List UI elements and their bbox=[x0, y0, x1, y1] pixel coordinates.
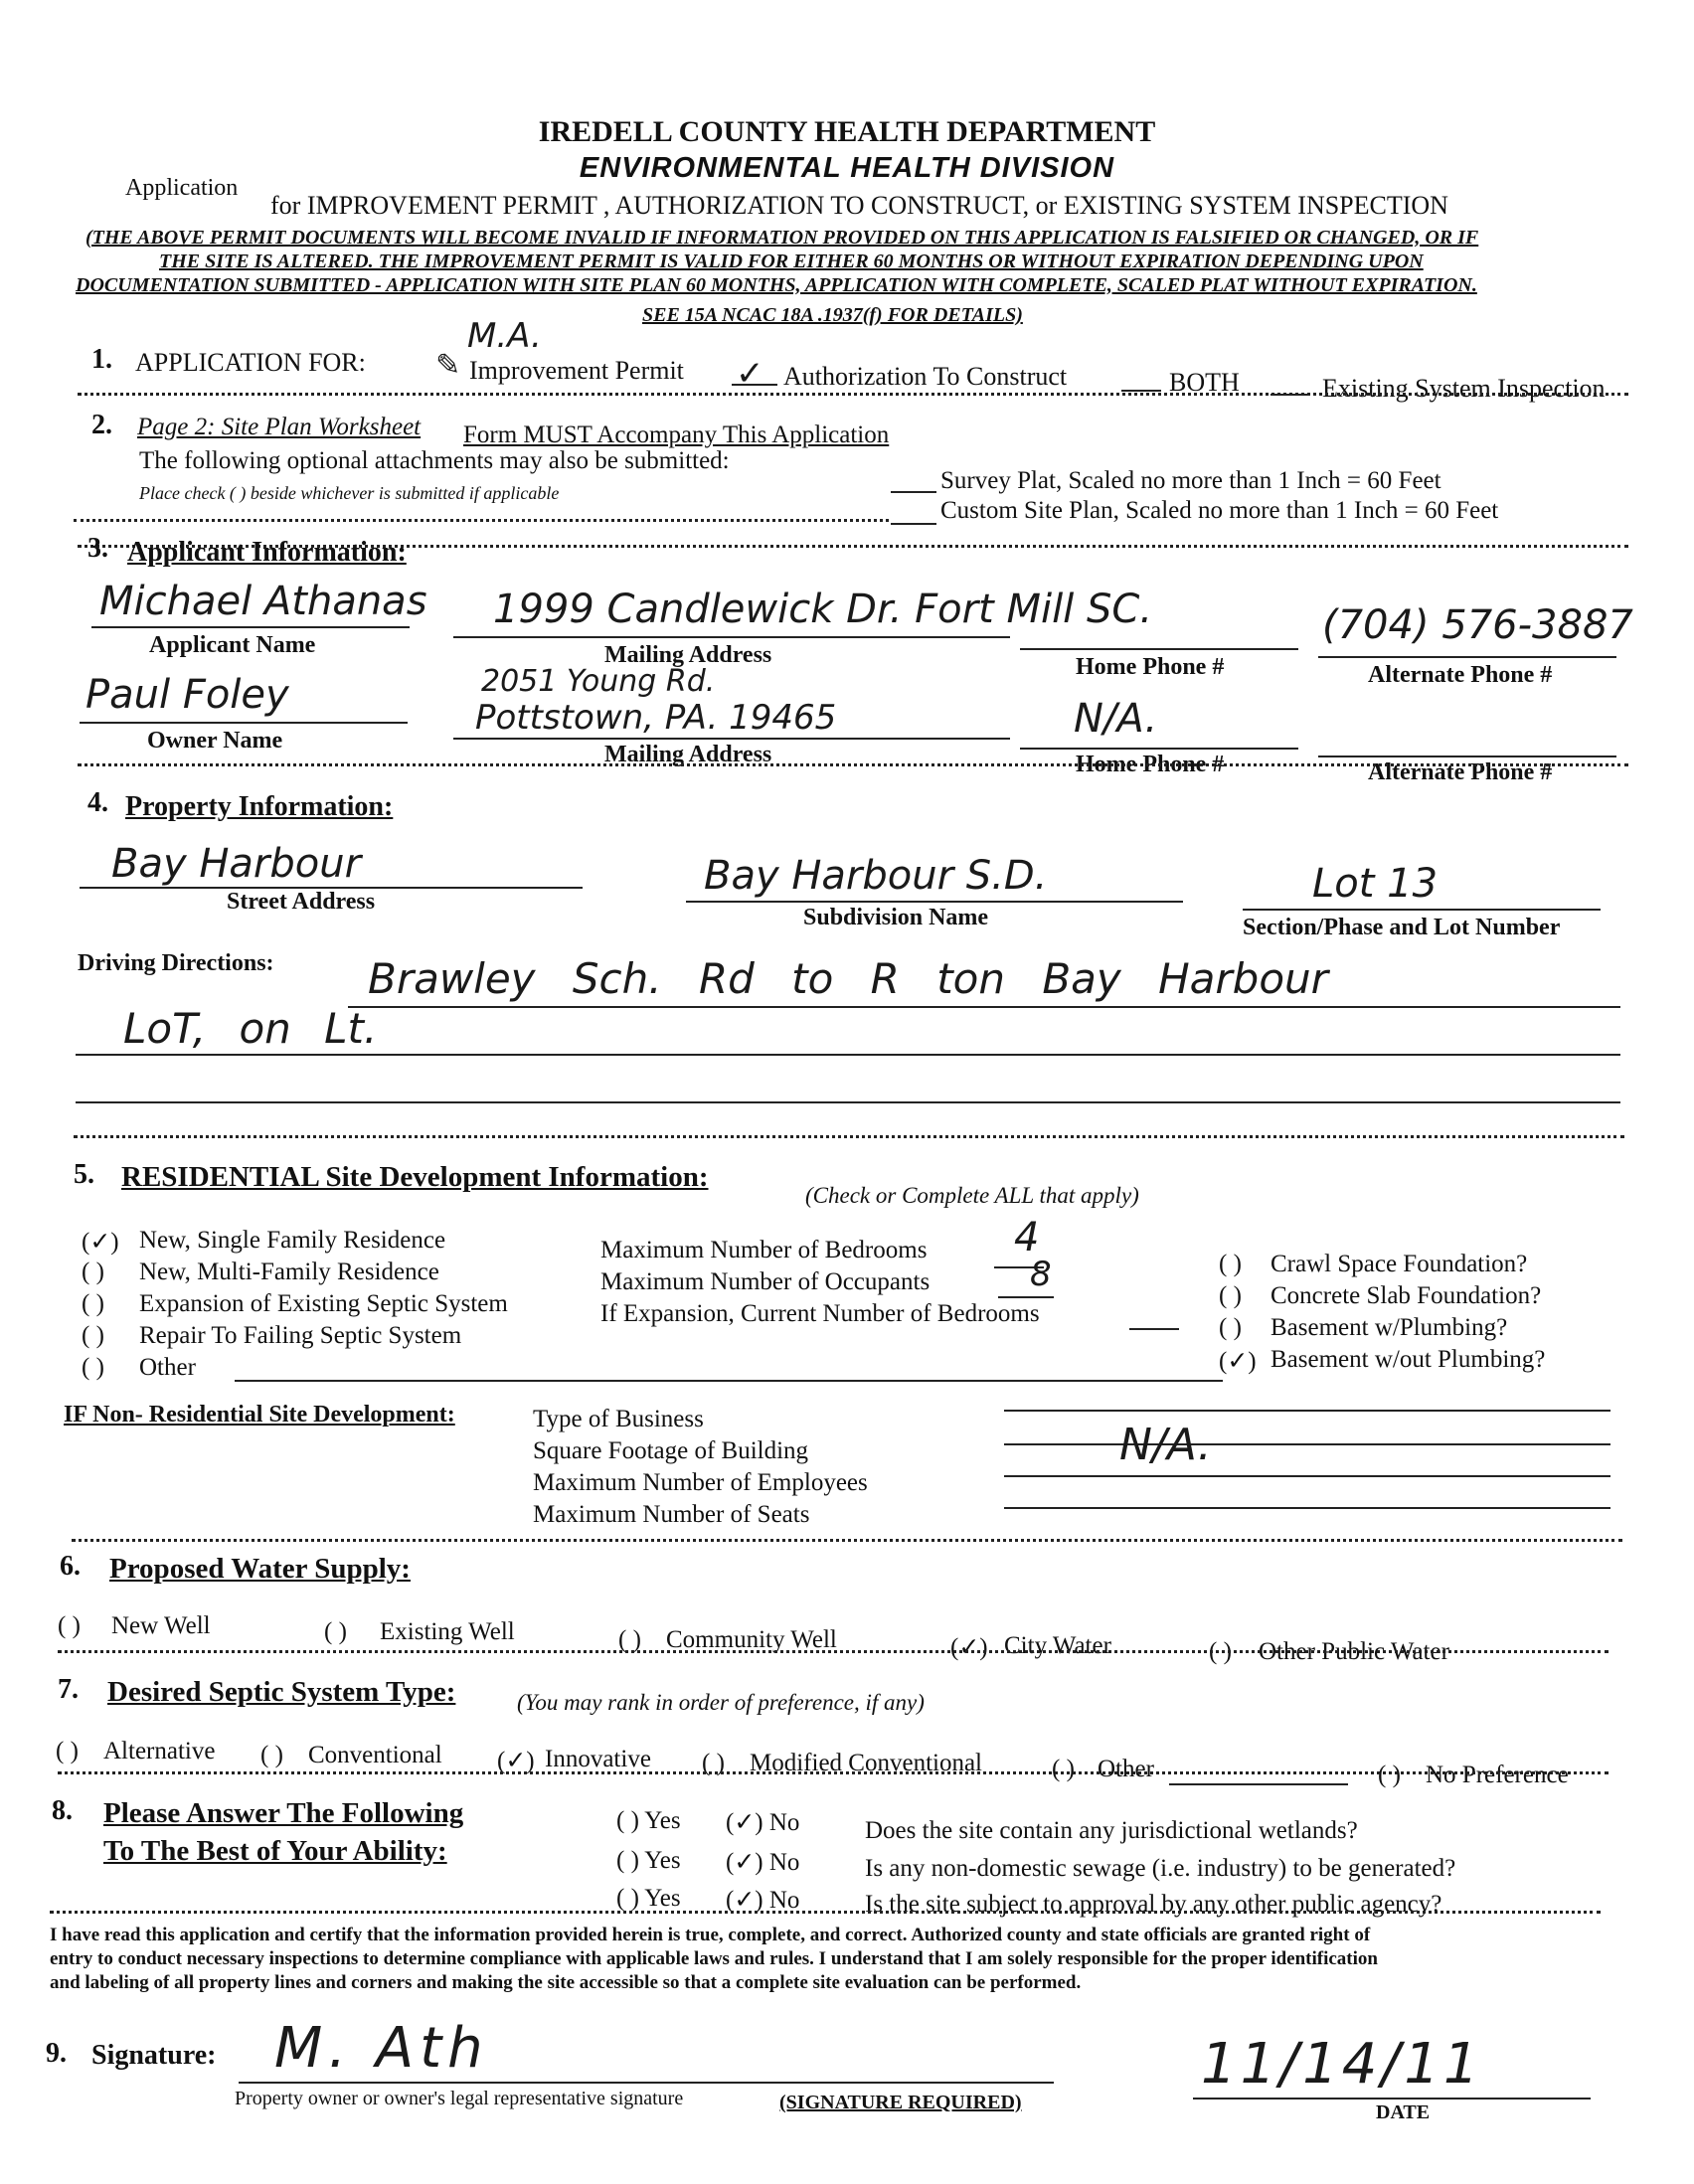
section-4-number: 4. bbox=[87, 787, 108, 818]
concrete-slab-label: Concrete Slab Foundation? bbox=[1270, 1282, 1542, 1309]
section-3-number: 3. bbox=[87, 533, 108, 564]
city-water-checkbox[interactable]: (✓) bbox=[950, 1634, 988, 1661]
no-preference-label: No Preference bbox=[1426, 1762, 1569, 1788]
division-title: ENVIRONMENTAL HEALTH DIVISION bbox=[579, 152, 1115, 184]
other-public-water-checkbox[interactable]: ( ) bbox=[1209, 1638, 1232, 1665]
street-address-label: Street Address bbox=[227, 889, 376, 915]
alternative-checkbox[interactable]: ( ) bbox=[56, 1738, 79, 1764]
other-septic-label: Other bbox=[1098, 1756, 1154, 1782]
community-well-checkbox[interactable]: ( ) bbox=[618, 1626, 641, 1653]
existing-well-label: Existing Well bbox=[380, 1618, 515, 1645]
square-footage-label: Square Footage of Building bbox=[533, 1437, 809, 1464]
other-type-checkbox[interactable]: ( ) bbox=[82, 1354, 104, 1381]
wetlands-yes[interactable]: ( ) Yes bbox=[616, 1807, 681, 1834]
max-employees-label: Maximum Number of Employees bbox=[533, 1469, 868, 1496]
section-5-number: 5. bbox=[74, 1159, 94, 1190]
max-bedrooms-value[interactable]: 4 bbox=[1014, 1215, 1040, 1260]
notice-line-3: DOCUMENTATION SUBMITTED - APPLICATION WITH SITE PLAN 60 MONTHS, APPLICATION WITH COMPLETE, SCALED PLAT WITHOUT EXPIRATION. bbox=[76, 274, 1477, 296]
notice-line-2: THE SITE IS ALTERED. THE IMPROVEMENT PERMIT IS VALID FOR EITHER 60 MONTHS OR WITHOUT EXPIRATION DEPENDING UPON bbox=[159, 251, 1424, 272]
other-agency-no[interactable]: (✓) No bbox=[726, 1887, 800, 1914]
place-check-note: Place check ( ) beside whichever is submitted if applicable bbox=[139, 483, 560, 503]
check-or-complete-note: (Check or Complete ALL that apply) bbox=[805, 1183, 1139, 1208]
signature-label: Signature: bbox=[91, 2040, 217, 2071]
crawl-space-checkbox[interactable]: ( ) bbox=[1219, 1251, 1242, 1277]
certification-line-1: I have read this application and certify that the information provided herein is true, complete, and correct. Authorized county and state officials are granted right of bbox=[50, 1925, 1371, 1945]
owner-address-line-1[interactable]: 2051 Young Rd. bbox=[481, 664, 716, 699]
expansion-existing-septic-checkbox[interactable]: ( ) bbox=[82, 1290, 104, 1317]
other-type-label: Other bbox=[139, 1354, 196, 1381]
basement-plumbing-checkbox[interactable]: ( ) bbox=[1219, 1314, 1242, 1341]
crawl-space-label: Crawl Space Foundation? bbox=[1270, 1251, 1528, 1277]
rank-preference-note: (You may rank in order of preference, if any) bbox=[517, 1690, 925, 1715]
application-type-line: for IMPROVEMENT PERMIT , AUTHORIZATION TO CONSTRUCT, or EXISTING SYSTEM INSPECTION bbox=[270, 191, 1448, 220]
modified-conventional-checkbox[interactable]: ( ) bbox=[702, 1750, 725, 1776]
owner-address-line-2[interactable]: Pottstown, PA. 19465 bbox=[475, 698, 837, 738]
notice-line-1: (THE ABOVE PERMIT DOCUMENTS WILL BECOME INVALID IF INFORMATION PROVIDED ON THIS APPLICATION IS FALSIFIED OR CHANGED, OR IF bbox=[85, 227, 1479, 249]
other-public-water-label: Other Public Water bbox=[1259, 1638, 1449, 1665]
wetlands-no[interactable]: (✓) No bbox=[726, 1809, 800, 1836]
option-authorization-to-construct[interactable]: Authorization To Construct bbox=[783, 362, 1068, 391]
owner-name-label: Owner Name bbox=[147, 728, 283, 754]
septic-system-type-title: Desired Septic System Type: bbox=[107, 1676, 456, 1708]
city-water-label: City Water bbox=[1004, 1632, 1111, 1659]
new-single-family-checkbox[interactable]: (✓) bbox=[82, 1229, 119, 1256]
max-occupants-value[interactable]: 8 bbox=[1030, 1255, 1052, 1294]
applicant-information-title: Applicant Information: bbox=[127, 537, 407, 568]
applicant-name-value[interactable]: Michael Athanas bbox=[99, 579, 427, 624]
divider bbox=[74, 519, 889, 522]
divider bbox=[72, 1539, 1622, 1542]
other-septic-checkbox[interactable]: ( ) bbox=[1052, 1756, 1075, 1782]
optional-attachments-text: The following optional attachments may also be submitted: bbox=[139, 447, 730, 474]
new-well-label: New Well bbox=[111, 1612, 211, 1639]
other-agency-yes[interactable]: ( ) Yes bbox=[616, 1885, 681, 1912]
must-accompany-text: Form MUST Accompany This Application bbox=[463, 421, 890, 448]
wetlands-question: Does the site contain any jurisdictional wetlands? bbox=[865, 1817, 1358, 1844]
divider bbox=[78, 763, 1628, 766]
please-answer-title-1: Please Answer The Following bbox=[103, 1797, 464, 1829]
owner-alternate-phone-value[interactable] bbox=[1332, 716, 1591, 740]
certification-line-3: and labeling of all property lines and corners and making the site accessible so that a complete site evaluation can be performed. bbox=[50, 1972, 1082, 1993]
lot-number-value[interactable]: Lot 13 bbox=[1312, 861, 1439, 907]
section-9-number: 9. bbox=[46, 2038, 67, 2069]
non-domestic-no[interactable]: (✓) No bbox=[726, 1849, 800, 1876]
max-occupants-label: Maximum Number of Occupants bbox=[600, 1268, 931, 1295]
existing-well-checkbox[interactable]: ( ) bbox=[324, 1618, 347, 1645]
owner-name-value[interactable]: Paul Foley bbox=[85, 672, 289, 718]
signature-value[interactable]: M. Ath bbox=[274, 2016, 489, 2081]
conventional-label: Conventional bbox=[308, 1742, 442, 1768]
repair-failing-septic-label: Repair To Failing Septic System bbox=[139, 1322, 462, 1349]
owner-home-phone-value[interactable]: N/A. bbox=[1074, 696, 1158, 742]
divider bbox=[58, 1650, 1609, 1653]
innovative-checkbox[interactable]: (✓) bbox=[497, 1748, 535, 1774]
initials-handwritten: M.A. bbox=[467, 316, 542, 356]
improvement-permit-mark: ✎ bbox=[435, 348, 461, 383]
expansion-existing-septic-label: Expansion of Existing Septic System bbox=[139, 1290, 508, 1317]
repair-failing-septic-checkbox[interactable]: ( ) bbox=[82, 1322, 104, 1349]
divider bbox=[78, 393, 1628, 396]
authorization-check-mark[interactable]: ✓ bbox=[736, 354, 764, 394]
max-seats-label: Maximum Number of Seats bbox=[533, 1501, 810, 1528]
applicant-name-label: Applicant Name bbox=[149, 632, 316, 658]
applicant-alternate-phone-label: Alternate Phone # bbox=[1368, 662, 1553, 688]
driving-directions-label: Driving Directions: bbox=[78, 950, 274, 976]
type-of-business-label: Type of Business bbox=[533, 1406, 704, 1432]
divider bbox=[74, 1135, 1624, 1138]
non-residential-value[interactable]: N/A. bbox=[1119, 1420, 1212, 1470]
section-1-number: 1. bbox=[91, 344, 112, 375]
section-phase-lot-label: Section/Phase and Lot Number bbox=[1243, 915, 1561, 940]
owner-home-phone-label: Home Phone # bbox=[1076, 752, 1225, 777]
modified-conventional-label: Modified Conventional bbox=[750, 1750, 982, 1776]
custom-site-plan-option[interactable]: Custom Site Plan, Scaled no more than 1 Inch = 60 Feet bbox=[940, 497, 1499, 524]
application-for-label: APPLICATION FOR: bbox=[135, 348, 366, 377]
subdivision-name-label: Subdivision Name bbox=[803, 905, 989, 930]
basement-plumbing-label: Basement w/Plumbing? bbox=[1270, 1314, 1508, 1341]
signature-caption: Property owner or owner's legal representative signature bbox=[235, 2088, 684, 2109]
community-well-label: Community Well bbox=[666, 1626, 837, 1653]
signature-required: (SIGNATURE REQUIRED) bbox=[779, 2092, 1022, 2113]
basement-no-plumbing-checkbox[interactable]: (✓) bbox=[1219, 1348, 1257, 1375]
applicant-address-value[interactable]: 1999 Candlewick Dr. Fort Mill SC. bbox=[493, 587, 1153, 632]
innovative-label: Innovative bbox=[545, 1746, 651, 1772]
survey-plat-option[interactable]: Survey Plat, Scaled no more than 1 Inch = 60 Feet bbox=[940, 467, 1441, 494]
option-existing-system-inspection[interactable]: Existing System Inspection bbox=[1322, 374, 1606, 403]
section-6-number: 6. bbox=[60, 1551, 81, 1582]
basement-no-plumbing-label: Basement w/out Plumbing? bbox=[1270, 1346, 1546, 1373]
notice-line-4: SEE 15A NCAC 18A .1937(f) FOR DETAILS) bbox=[642, 304, 1023, 326]
new-well-checkbox[interactable]: ( ) bbox=[58, 1612, 81, 1639]
other-agency-question: Is the site subject to approval by any other public agency? bbox=[865, 1891, 1442, 1918]
department-title: IREDELL COUNTY HEALTH DEPARTMENT bbox=[538, 115, 1156, 148]
date-label: DATE bbox=[1376, 2101, 1431, 2123]
applicant-home-phone-value[interactable] bbox=[1034, 616, 1292, 640]
driving-directions-line-1[interactable]: Brawley Sch. Rd to R ton Bay Harbour bbox=[368, 954, 1328, 1003]
owner-alternate-phone-label: Alternate Phone # bbox=[1368, 759, 1553, 785]
section-8-number: 8. bbox=[52, 1795, 73, 1826]
certification-line-2: entry to conduct necessary inspections to determine compliance with applicable laws and rules. I understand that I am solely responsible for the proper identification bbox=[50, 1948, 1378, 1969]
owner-mailing-address-label: Mailing Address bbox=[604, 742, 772, 767]
residential-site-development-title: RESIDENTIAL Site Development Information: bbox=[121, 1161, 709, 1193]
driving-directions-line-2[interactable]: LoT, on Lt. bbox=[123, 1004, 378, 1053]
water-supply-title: Proposed Water Supply: bbox=[109, 1553, 411, 1585]
section-2-number: 2. bbox=[91, 410, 112, 440]
application-prefix: Application bbox=[125, 175, 239, 201]
applicant-alternate-phone-value[interactable]: (704) 576-3887 bbox=[1322, 602, 1633, 648]
new-single-family-label: New, Single Family Residence bbox=[139, 1227, 446, 1254]
property-information-title: Property Information: bbox=[125, 791, 394, 822]
applicant-mailing-address-label: Mailing Address bbox=[604, 642, 772, 668]
conventional-checkbox[interactable]: ( ) bbox=[260, 1742, 283, 1768]
concrete-slab-checkbox[interactable]: ( ) bbox=[1219, 1282, 1242, 1309]
non-residential-label: IF Non- Residential Site Development: bbox=[64, 1402, 455, 1428]
subdivision-name-value[interactable]: Bay Harbour S.D. bbox=[704, 853, 1048, 899]
current-bedrooms-label: If Expansion, Current Number of Bedrooms bbox=[600, 1300, 1040, 1327]
please-answer-title-2: To The Best of Your Ability: bbox=[103, 1835, 447, 1867]
street-address-value[interactable]: Bay Harbour bbox=[111, 841, 362, 887]
max-bedrooms-label: Maximum Number of Bedrooms bbox=[600, 1237, 928, 1263]
new-multi-family-label: New, Multi-Family Residence bbox=[139, 1259, 439, 1285]
alternative-label: Alternative bbox=[103, 1738, 216, 1764]
option-both[interactable]: BOTH bbox=[1169, 368, 1240, 397]
new-multi-family-checkbox[interactable]: ( ) bbox=[82, 1259, 104, 1285]
divider bbox=[50, 1911, 1601, 1914]
non-domestic-question: Is any non-domestic sewage (i.e. industry) to be generated? bbox=[865, 1855, 1456, 1882]
date-value[interactable]: 11/14/11 bbox=[1201, 2032, 1483, 2097]
applicant-home-phone-label: Home Phone # bbox=[1076, 654, 1225, 680]
non-domestic-yes[interactable]: ( ) Yes bbox=[616, 1847, 681, 1874]
site-plan-worksheet-title: Page 2: Site Plan Worksheet bbox=[137, 414, 422, 440]
option-improvement-permit[interactable]: Improvement Permit bbox=[469, 356, 684, 385]
section-7-number: 7. bbox=[58, 1674, 79, 1705]
no-preference-checkbox[interactable]: ( ) bbox=[1378, 1762, 1401, 1788]
divider bbox=[58, 1771, 1609, 1774]
